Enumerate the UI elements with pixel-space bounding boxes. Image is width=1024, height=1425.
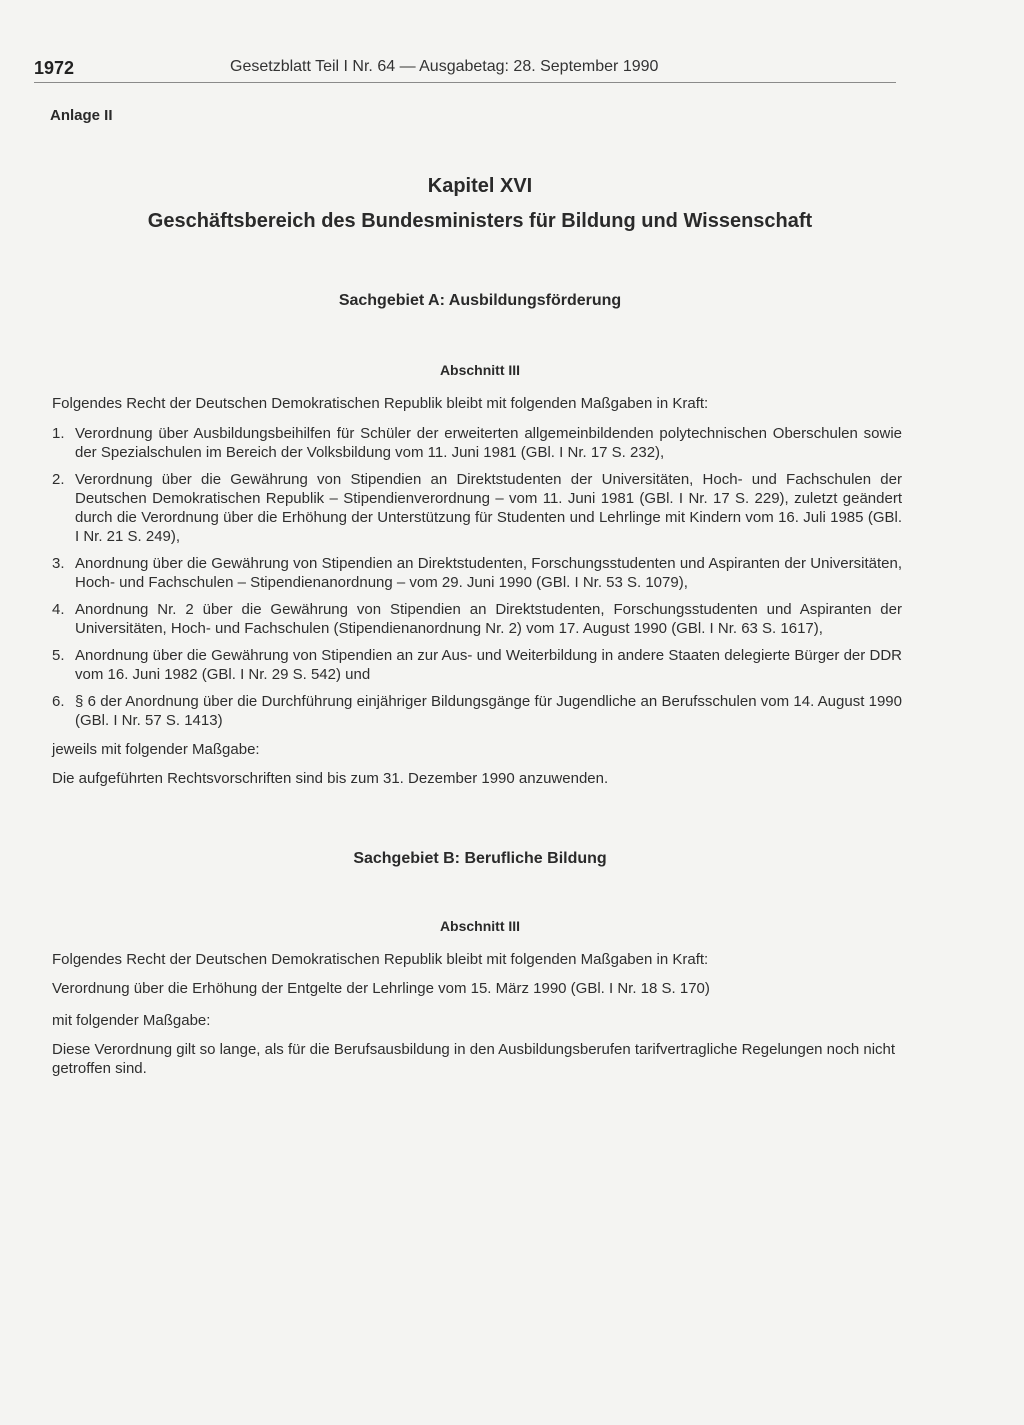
section-a-heading: Sachgebiet A: Ausbildungsförderung bbox=[338, 292, 622, 309]
list-item-number: 1. bbox=[52, 425, 65, 442]
page-header bbox=[34, 58, 896, 83]
list-item-number: 6. bbox=[52, 693, 65, 710]
list-item-text: Anordnung über die Gewährung von Stipendien an zur Aus- und Weiterbildung in andere Staaten delegierte Bürger der DDR vom 16. Juni 1982 (GBl. I Nr. 29 S. 542) und bbox=[75, 647, 902, 683]
list-item-text: Verordnung über Ausbildungsbeihilfen für Schüler der erweiterten allgemeinbildenden polytechnischen Oberschulen sowie der Spezialschulen im Bereich der Volksbildung vom 11. Juni 1981 (GBl. I Nr. 17 S. 232), bbox=[75, 425, 902, 461]
annex-label: Anlage II bbox=[50, 107, 113, 124]
list-item-number: 2. bbox=[52, 471, 65, 488]
regulation-list bbox=[52, 424, 902, 738]
section-a-intro: Folgendes Recht der Deutschen Demokratischen Republik bleibt mit folgenden Maßgaben in Kraft: bbox=[52, 395, 709, 412]
list-item-number: 4. bbox=[52, 601, 65, 618]
section-b-heading: Sachgebiet B: Berufliche Bildung bbox=[353, 850, 607, 867]
section-b-provision: Diese Verordnung gilt so lange, als für die Berufsausbildung in den Ausbildungsberufen tarifvertragliche Regelungen noch nicht getroffen sind. bbox=[52, 1041, 896, 1077]
page-number: 1972 bbox=[34, 58, 75, 78]
section-b-intro: Folgendes Recht der Deutschen Demokratischen Republik bleibt mit folgenden Maßgaben in Kraft: bbox=[52, 951, 709, 968]
chapter-subtitle: Geschäftsbereich des Bundesministers für Bildung und Wissenschaft bbox=[147, 210, 813, 232]
list-item-text: Verordnung über die Gewährung von Stipendien an Direktstudenten der Universitäten, Hoch- und Fachschulen der Deutschen Demokratischen Republik – Stipendienverordnung – vom 11. Juni 1981 (GBl. I Nr. 17 S. 229), zuletzt geändert durch die Verordnung über die Erhöhung der Unterstützung für Studenten und Lehrlinge mit Kindern vom 16. Juli 1985 (GBl. I Nr. 21 S. 249), bbox=[75, 471, 902, 545]
list-item-text: § 6 der Anordnung über die Durchführung einjähriger Bildungsgänge für Jugendliche an Berufsschulen vom 14. August 1990 (GBl. I Nr. 57 S. 1413) bbox=[75, 693, 902, 729]
list-item bbox=[52, 470, 902, 546]
list-item bbox=[52, 646, 902, 684]
section-a-provision: Die aufgeführten Rechtsvorschriften sind bis zum 31. Dezember 1990 anzuwenden. bbox=[52, 770, 609, 787]
list-item bbox=[52, 692, 902, 730]
chapter-title: Kapitel XVI bbox=[427, 175, 533, 197]
section-b-abschnitt: Abschnitt III bbox=[439, 918, 521, 934]
list-item-text: Anordnung über die Gewährung von Stipendien an Direktstudenten, Forschungsstudenten und Aspiranten der Universitäten, Hoch- und Fachschulen – Stipendienanordnung – vom 29. Juni 1990 (GBl. I Nr. 53 S. 1079), bbox=[75, 555, 902, 591]
section-a-provision-intro: jeweils mit folgender Maßgabe: bbox=[52, 741, 260, 758]
running-title: Gesetzblatt Teil I Nr. 64 — Ausgabetag: 28. September 1990 bbox=[230, 58, 659, 75]
list-item bbox=[52, 424, 902, 462]
list-item bbox=[52, 600, 902, 638]
section-a-abschnitt: Abschnitt III bbox=[439, 362, 521, 378]
list-item-text: Anordnung Nr. 2 über die Gewährung von Stipendien an Direktstudenten, Forschungsstudenten und Aspiranten der Universitäten, Hoch- und Fachschulen (Stipendienanordnung Nr. 2) vom 17. August 1990 (GBl. I Nr. 63 S. 1617), bbox=[75, 601, 902, 637]
section-b-regulation: Verordnung über die Erhöhung der Entgelte der Lehrlinge vom 15. März 1990 (GBl. I Nr. 18 S. 170) bbox=[52, 980, 710, 997]
list-item-number: 5. bbox=[52, 647, 65, 664]
list-item bbox=[52, 554, 902, 592]
list-item-number: 3. bbox=[52, 555, 65, 572]
section-b-provision-intro: mit folgender Maßgabe: bbox=[52, 1012, 211, 1029]
